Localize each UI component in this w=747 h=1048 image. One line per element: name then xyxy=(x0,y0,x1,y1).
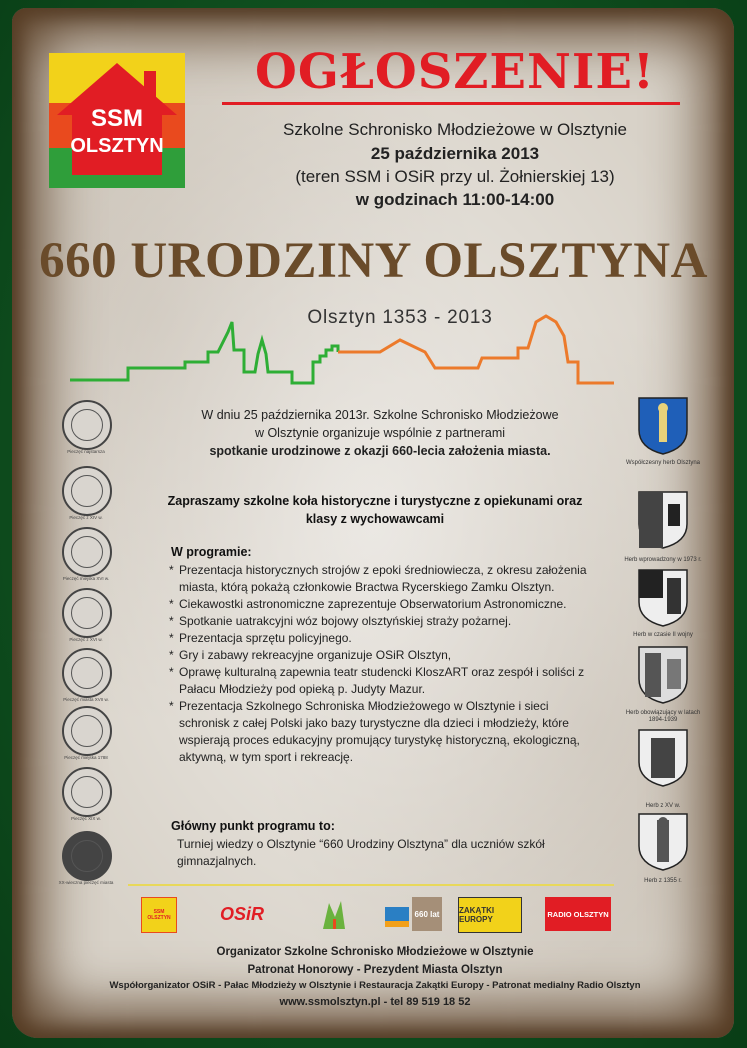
crest-icon xyxy=(637,568,689,628)
organizer-line: Szkolne Schronisko Młodzieżowe w Olsztynie xyxy=(283,120,627,139)
skyline-graphic xyxy=(0,0,747,400)
seal-caption: XX-wieczna pieczęć miasta xyxy=(58,880,114,885)
invite-line2: klasy z wychowawcami xyxy=(305,512,445,526)
program-item: * Prezentacja historycznych strojów z epoki średniowiecza, z okresu założenia miasta, którą pokażą członkowie Bractwa Rycerskiego Zamku Olsztyn. xyxy=(169,562,589,596)
sponsor-660-lat-logo xyxy=(412,897,442,931)
seal-icon xyxy=(62,466,112,516)
footer-patronage: Patronat Honorowy - Prezydent Miasta Olsztyn xyxy=(247,964,503,976)
crest-icon xyxy=(637,728,689,788)
palace-icon xyxy=(319,897,349,931)
seal-icon xyxy=(62,400,112,450)
main-point-line1: Turniej wiedzy o Olsztynie “660 Urodziny Olsztyna” dla uczniów szkół xyxy=(177,837,545,851)
sponsor-palace-logo xyxy=(318,897,350,931)
sponsor-radio-logo xyxy=(545,897,611,931)
event-title: 660 URODZINY OLSZTYNA xyxy=(39,233,708,289)
seal-icon xyxy=(62,588,112,638)
program-heading: W programie: xyxy=(171,545,252,559)
crest-caption: Herb z XV w. xyxy=(645,803,681,809)
program-item: * Oprawę kulturalną zapewnia teatr studencki KloszART oraz zespół i soliści z Pałacu Młodzieży pod opieką p. Judyty Mazur. xyxy=(169,664,589,698)
seal-icon xyxy=(62,831,112,881)
seal-caption: Pieczęć najstarsza xyxy=(67,449,105,454)
event-venue: (teren SSM i OSiR przy ul. Żołnierskiej 13) xyxy=(295,167,615,186)
sponsor-zakatki-logo xyxy=(458,897,522,933)
sponsor-anniversary-logo xyxy=(382,897,412,931)
seal-caption: Pieczęć miejska XVI w. xyxy=(62,576,110,581)
divider-line xyxy=(128,884,614,886)
main-point-heading: Główny punkt programu to: xyxy=(171,819,335,833)
program-item: * Prezentacja Szkolnego Schroniska Młodzieżowego w Olsztynie i sieci schronisk z całej Polski jako bazy turystyczne dla dzieci i młodzieży, które wspierają proces edukacyjny promujący turystykę historyczną, ekologiczną, aktywną, w tym sport i rekreację. xyxy=(169,698,589,766)
crest-icon xyxy=(637,396,689,456)
footer-organizer: Organizator Szkolne Schronisko Młodzieżowe w Olsztynie xyxy=(216,946,534,958)
program-item: * Spotkanie uatrakcyjni wóz bojowy olsztyńskiej straży pożarnej. xyxy=(169,613,589,630)
sponsor-radio-text: RADIO OLSZTYN xyxy=(547,909,609,919)
seal-icon xyxy=(62,527,112,577)
seal-caption: Pieczęć z XIV w. xyxy=(69,515,103,520)
crest-caption: Herb obowiązujący w latach 1894-1939 xyxy=(625,710,701,723)
crest-caption: Herb wprowadzony w 1973 r. xyxy=(624,557,702,563)
footer-contact: www.ssmolsztyn.pl - tel 89 519 18 52 xyxy=(279,996,471,1008)
intro-line1: W dniu 25 października 2013r. Szkolne Schronisko Młodzieżowe xyxy=(201,408,559,422)
program-list xyxy=(169,562,589,766)
seal-caption: Pieczęć XIX w. xyxy=(71,816,101,821)
main-point-line2: gimnazjalnych. xyxy=(177,854,257,868)
anniversary-icon xyxy=(383,899,411,929)
program-item: * Prezentacja sprzętu policyjnego. xyxy=(169,630,589,647)
seal-icon xyxy=(62,648,112,698)
crest-icon xyxy=(637,812,689,872)
seal-caption: Pieczęć miasta XVII w. xyxy=(63,697,109,702)
program-item: * Gry i zabawy rekreacyjne organizuje OSiR Olsztyn, xyxy=(169,647,589,664)
crest-caption: Herb w czasie II wojny xyxy=(633,632,693,638)
seal-caption: Pieczęć z XVI w. xyxy=(69,637,103,642)
seal-caption: Pieczęć miejska 1788 xyxy=(64,755,108,760)
seal-icon xyxy=(62,706,112,756)
logo-line2: OLSZTYN xyxy=(70,135,164,157)
sponsor-osir-text: OSiR xyxy=(219,903,264,924)
footer-coorganizers: Współorganizator OSiR - Pałac Młodzieży w Olsztynie i Restauracja Zakątki Europy - Patronat medialny Radio Olsztyn xyxy=(109,980,641,991)
intro-line3: spotkanie urodzinowe z okazji 660-lecia założenia miasta. xyxy=(209,444,551,458)
invite-line1: Zapraszamy szkolne koła historyczne i turystyczne z opiekunami oraz xyxy=(167,494,583,508)
event-date: 25 października 2013 xyxy=(370,144,540,163)
crest-caption: Herb z 1355 r. xyxy=(644,878,682,884)
seal-icon xyxy=(62,767,112,817)
announcement-title: OGŁOSZENIE! xyxy=(255,44,655,100)
sponsor-osir-logo xyxy=(192,897,292,931)
crest-icon xyxy=(637,645,689,705)
sponsor-ssm-logo xyxy=(141,897,177,933)
sponsor-660-lat-text: 660 lat xyxy=(414,909,440,919)
main-point-text xyxy=(177,836,577,870)
logo-line1: SSM xyxy=(90,105,143,132)
crest-icon xyxy=(637,490,689,550)
invitation-text xyxy=(150,492,600,528)
program-item: * Ciekawostki astronomiczne zaprezentuje Obserwatorium Astronomiczne. xyxy=(169,596,589,613)
sponsor-zakatki-text: ZAKĄTKI EUROPY xyxy=(459,906,495,924)
intro-text xyxy=(170,406,590,460)
event-hours: w godzinach 11:00-14:00 xyxy=(355,190,555,209)
crest-caption: Współczesny herb Olsztyna xyxy=(625,460,701,466)
sponsor-ssm-text: SSM OLSZTYN xyxy=(147,909,171,921)
event-years: Olsztyn 1353 - 2013 xyxy=(307,307,493,328)
intro-line2: w Olsztynie organizuje wspólnie z partnerami xyxy=(254,426,506,440)
